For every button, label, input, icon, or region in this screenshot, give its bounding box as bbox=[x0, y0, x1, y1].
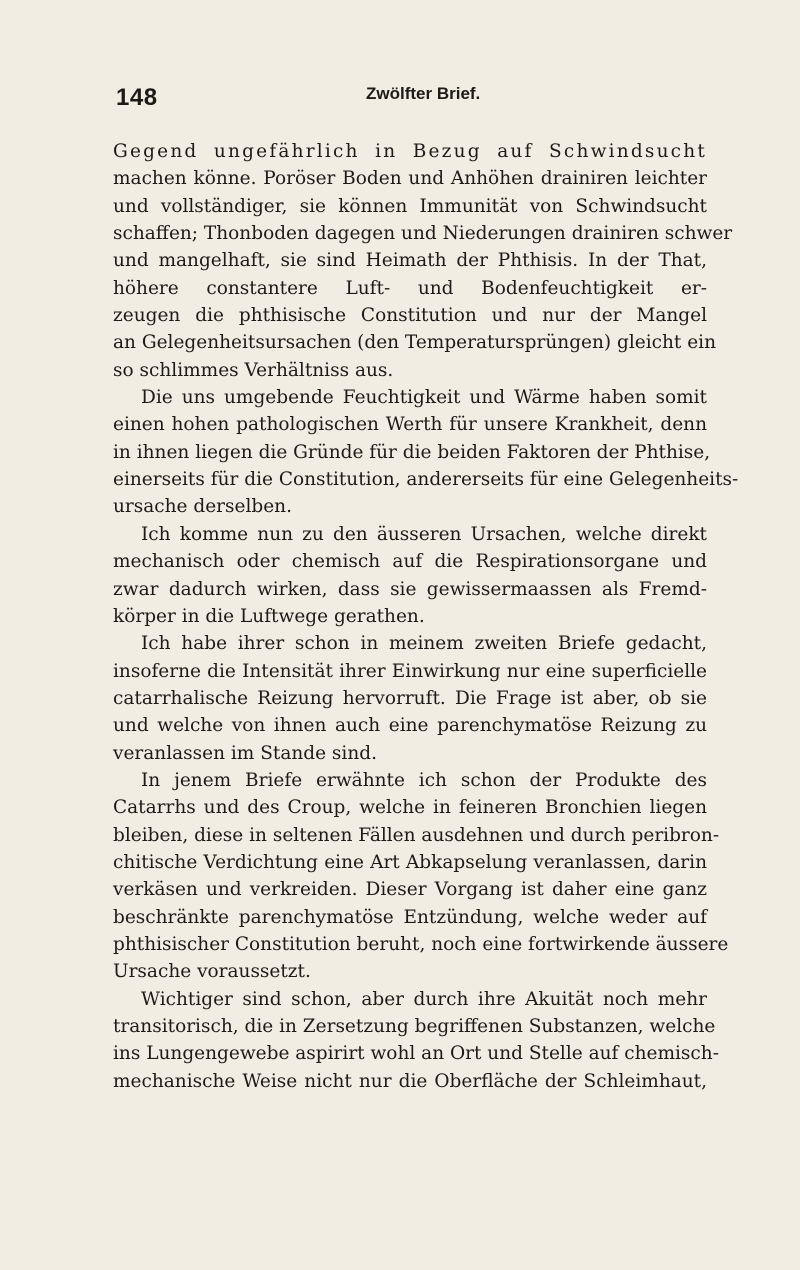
text-line: ins Lungengewebe aspirirt wohl an Ort und Stelle auf chemisch- bbox=[113, 1043, 719, 1065]
page-number: 148 bbox=[116, 84, 158, 111]
text-line: und welche von ihnen auch eine parenchymatöse Reizung zu bbox=[113, 715, 707, 737]
text-line: Wichtiger sind schon, aber durch ihre Akuität noch mehr bbox=[141, 988, 707, 1010]
text-line: mechanisch oder chemisch auf die Respirationsorgane und bbox=[113, 551, 707, 573]
text-line: beschränkte parenchymatöse Entzündung, welche weder auf bbox=[113, 906, 707, 928]
text-line: veranlassen im Stande sind. bbox=[113, 742, 377, 764]
text-line: an Gelegenheitsursachen (den Temperatursprüngen) gleicht ein bbox=[113, 332, 716, 354]
text-line: und vollständiger, sie können Immunität von Schwindsucht bbox=[113, 195, 707, 217]
text-line: und mangelhaft, sie sind Heimath der Phthisis. In der That, bbox=[113, 250, 707, 272]
text-line: zwar dadurch wirken, dass sie gewissermaassen als Fremd- bbox=[113, 578, 707, 600]
text-line: zeugen die phthisische Constitution und nur der Mangel bbox=[113, 305, 707, 327]
page-header bbox=[116, 84, 706, 114]
text-line: verkäsen und verkreiden. Dieser Vorgang ist daher eine ganz bbox=[113, 879, 707, 901]
text-line: transitorisch, die in Zersetzung begriffenen Substanzen, welche bbox=[113, 1016, 716, 1037]
body-text bbox=[113, 138, 739, 1095]
text-line: höhere constantere Luft- und Bodenfeuchtigkeit er- bbox=[113, 277, 707, 299]
text-line: schaffen; Thonboden dagegen und Niederungen drainiren schwer bbox=[113, 223, 733, 245]
text-line: einerseits für die Constitution, andererseits für eine Gelegenheits- bbox=[113, 469, 739, 491]
text-line: mechanische Weise nicht nur die Oberfläche der Schleimhaut, bbox=[113, 1070, 707, 1092]
text-line: Die uns umgebende Feuchtigkeit und Wärme haben somit bbox=[141, 387, 707, 409]
text-line: insoferne die Intensität ihrer Einwirkung nur eine superficielle bbox=[113, 660, 707, 682]
text-line: in ihnen liegen die Gründe für die beiden Faktoren der Phthise, bbox=[113, 441, 711, 463]
text-line: einen hohen pathologischen Werth für unsere Krankheit, denn bbox=[113, 414, 707, 436]
text-line: so schlimmes Verhältniss aus. bbox=[113, 359, 394, 381]
text-line: phthisischer Constitution beruht, noch eine fortwirkende äussere bbox=[113, 933, 729, 955]
text-line: ursache derselben. bbox=[113, 496, 292, 518]
text-line: In jenem Briefe erwähnte ich schon der Produkte des bbox=[141, 769, 707, 791]
text-line: chitische Verdichtung eine Art Abkapselung veranlassen, darin bbox=[113, 851, 707, 873]
text-line: Ich komme nun zu den äusseren Ursachen, welche direkt bbox=[141, 523, 707, 545]
text-line: Catarrhs und des Croup, welche in feineren Bronchien liegen bbox=[113, 797, 707, 819]
text-line: körper in die Luftwege gerathen. bbox=[113, 605, 425, 627]
text-line: bleiben, diese in seltenen Fällen ausdehnen und durch peribron- bbox=[113, 824, 720, 846]
running-head: Zwölfter Brief. bbox=[366, 84, 481, 103]
text-line: Ursache voraussetzt. bbox=[113, 961, 311, 983]
text-line: machen könne. Poröser Boden und Anhöhen drainiren leichter bbox=[113, 168, 707, 190]
text-line: catarrhalische Reizung hervorruft. Die Frage ist aber, ob sie bbox=[113, 687, 707, 709]
text-line: Gegend ungefährlich in Bezug auf Schwindsucht bbox=[113, 141, 707, 162]
text-line: Ich habe ihrer schon in meinem zweiten Briefe gedacht, bbox=[141, 633, 707, 655]
